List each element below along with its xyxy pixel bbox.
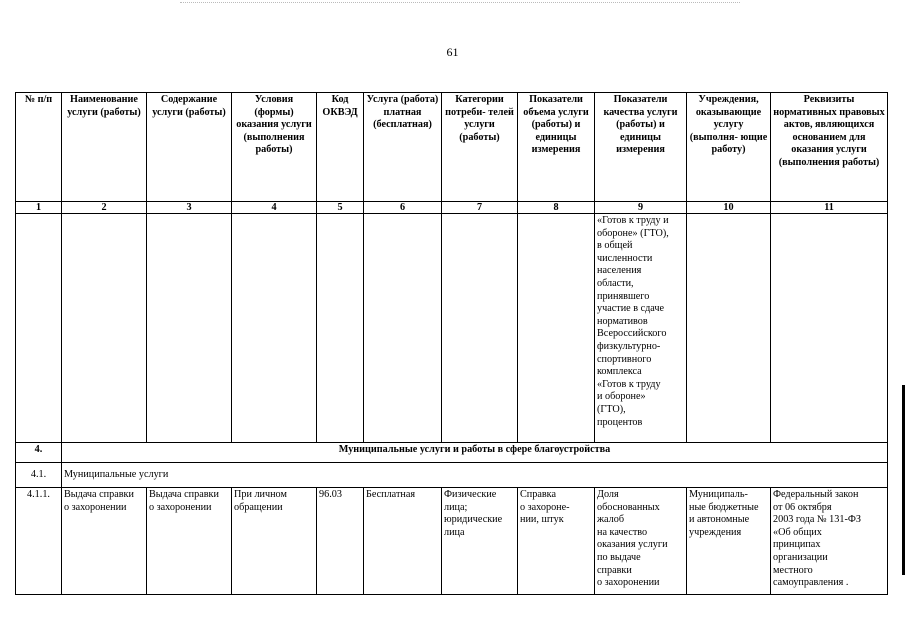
- subsection-title: Муниципальные услуги: [62, 463, 888, 488]
- scan-artifact: [180, 2, 740, 4]
- column-number: 2: [62, 202, 147, 214]
- header-cell: Показатели качества услуги (работы) и единицы измерения: [595, 93, 687, 202]
- service-quality: Доля обоснованных жалоб на качество оказания услуги по выдаче справки о захоронении: [595, 488, 687, 595]
- services-table: [15, 92, 888, 595]
- header-cell: № п/п: [16, 93, 62, 202]
- header-cell: Услуга (работа) платная (бесплатная): [364, 93, 442, 202]
- subsection-number: 4.1.: [16, 463, 62, 488]
- header-cell: Наименование услуги (работы): [62, 93, 147, 202]
- column-number: 8: [518, 202, 595, 214]
- service-legal-basis: Федеральный закон от 06 октября 2003 года № 131-ФЗ «Об общих принципах организации местного самоуправления .: [771, 488, 888, 595]
- header-row: [16, 93, 888, 202]
- service-conditions: При личном обращении: [232, 488, 317, 595]
- header-cell: Код ОКВЭД: [317, 93, 364, 202]
- header-cell: Учреждения, оказывающие услугу (выполня- ющие работу): [687, 93, 771, 202]
- section-number: 4.: [16, 443, 62, 463]
- service-volume: Справка о захороне- нии, штук: [518, 488, 595, 595]
- column-number: 9: [595, 202, 687, 214]
- section-row: [16, 443, 888, 463]
- service-number: 4.1.1.: [16, 488, 62, 595]
- service-paid: Бесплатная: [364, 488, 442, 595]
- column-number: 10: [687, 202, 771, 214]
- service-institutions: Муниципаль- ные бюджетные и автономные учреждения: [687, 488, 771, 595]
- column-number: 3: [147, 202, 232, 214]
- quality-indicator-continued: «Готов к труду и обороне» (ГТО), в общей численности населения области, принявшего участие в сдаче нормативов Всероссийского физкультурно- спортивного комплекса «Готов к труду и обороне» (ГТО), процентов: [595, 214, 687, 443]
- page-number: 61: [446, 45, 459, 59]
- column-number: 5: [317, 202, 364, 214]
- service-consumers: Физические лица; юридические лица: [442, 488, 518, 595]
- header-cell: Условия (формы) оказания услуги (выполнения работы): [232, 93, 317, 202]
- section-title: Муниципальные услуги и работы в сфере благоустройства: [62, 443, 888, 463]
- service-content: Выдача справки о захоронении: [147, 488, 232, 595]
- column-number: 4: [232, 202, 317, 214]
- header-cell: Показатели объема услуги (работы) и единицы измерения: [518, 93, 595, 202]
- subsection-row: [16, 463, 888, 488]
- service-okved: 96.03: [317, 488, 364, 595]
- continuation-row: [16, 214, 888, 443]
- header-cell: Категории потреби- телей услуги (работы): [442, 93, 518, 202]
- table-row: [16, 488, 888, 595]
- column-number-row: [16, 202, 888, 214]
- column-number: 1: [16, 202, 62, 214]
- service-name: Выдача справки о захоронении: [62, 488, 147, 595]
- header-cell: Содержание услуги (работы): [147, 93, 232, 202]
- header-cell: Реквизиты нормативных правовых актов, являющихся основанием для оказания услуги (выполнения работы): [771, 93, 888, 202]
- column-number: 6: [364, 202, 442, 214]
- column-number: 11: [771, 202, 888, 214]
- column-number: 7: [442, 202, 518, 214]
